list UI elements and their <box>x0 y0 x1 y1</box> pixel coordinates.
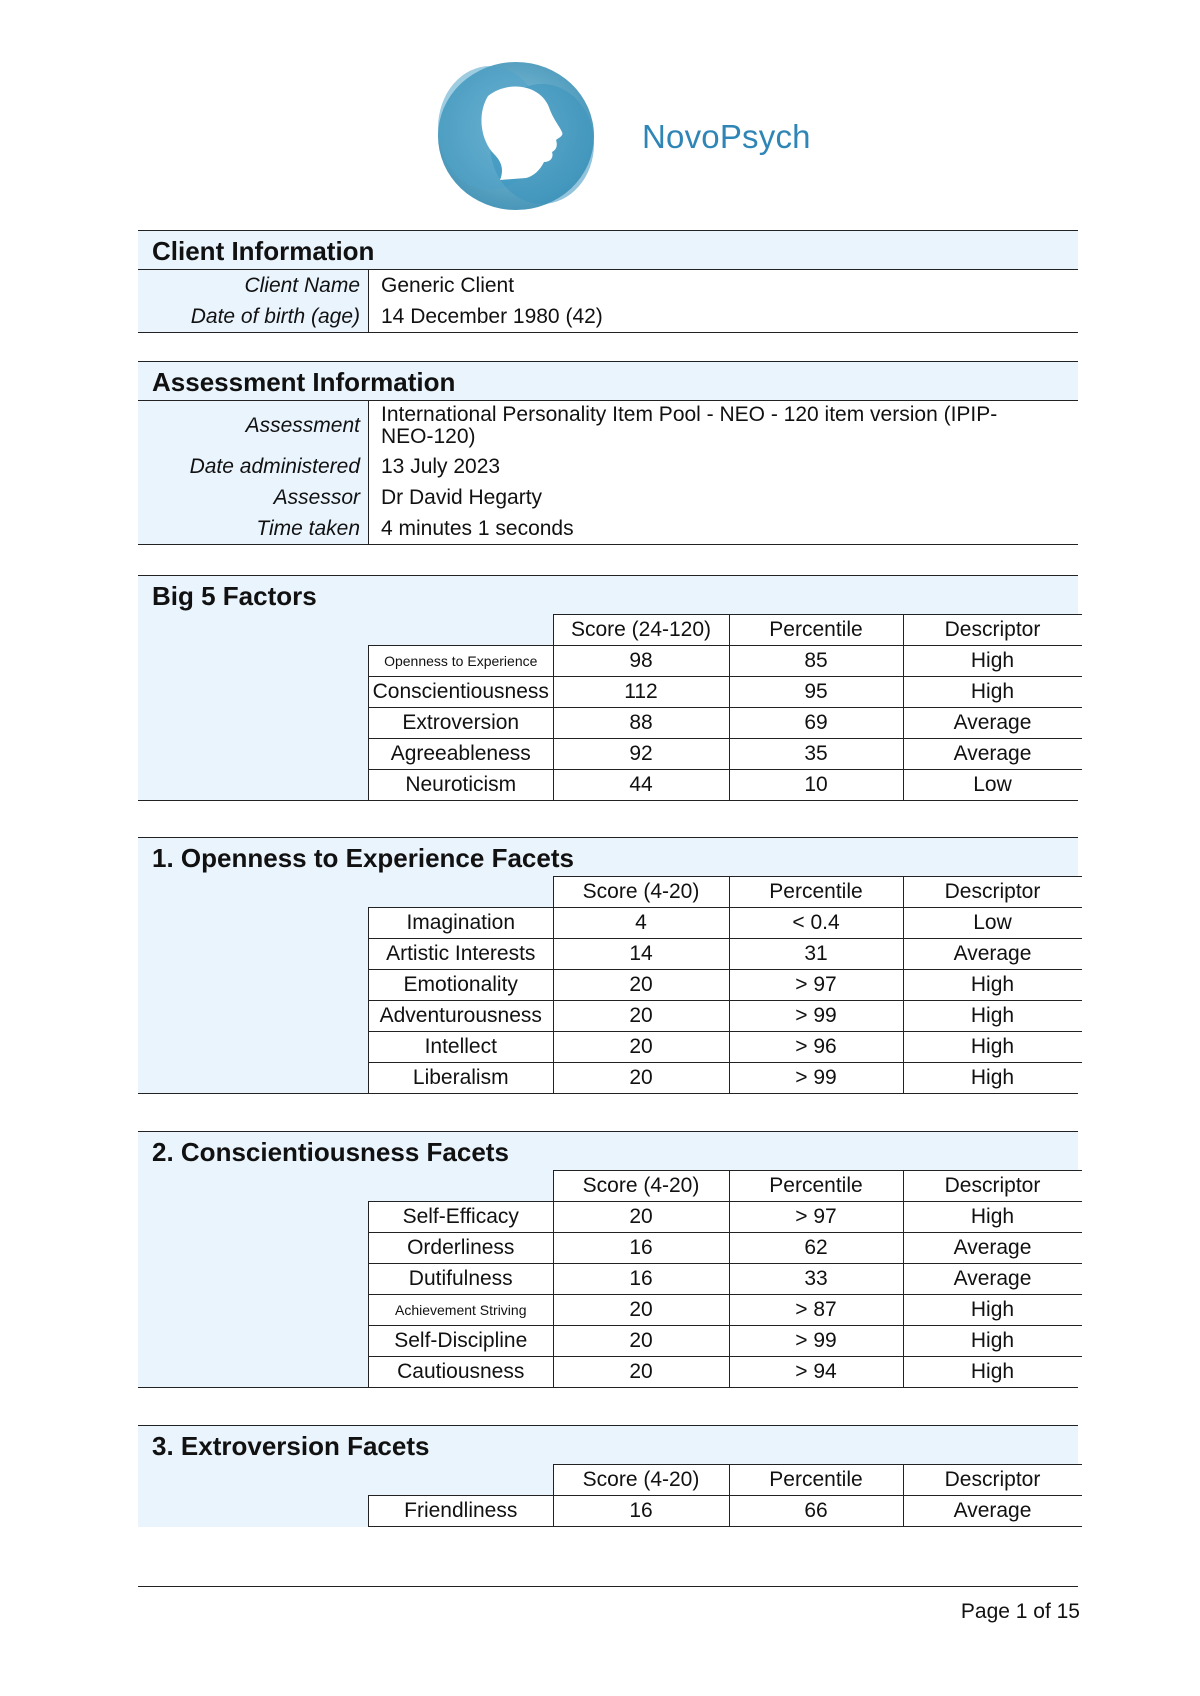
factor-name: Agreeableness <box>369 739 554 770</box>
factor-name: Extroversion <box>369 708 554 739</box>
facet-descriptor: Low <box>903 908 1082 939</box>
facet-descriptor: Average <box>903 1496 1082 1527</box>
assessor-value: Dr David Hegarty <box>368 482 1078 513</box>
facet-name: Adventurousness <box>369 1001 554 1032</box>
factor-name: Conscientiousness <box>369 677 554 708</box>
facet-name: Artistic Interests <box>369 939 554 970</box>
openness-section <box>138 837 1078 1094</box>
factor-descriptor: Low <box>903 770 1082 801</box>
factor-score: 88 <box>553 708 729 739</box>
facet-name: Dutifulness <box>369 1264 554 1295</box>
footer-divider <box>138 1586 1078 1587</box>
facet-score: 4 <box>553 908 729 939</box>
head-logo-icon <box>430 58 602 216</box>
table-row <box>369 708 1082 739</box>
assessor-label: Assessor <box>273 485 360 509</box>
factor-score: 98 <box>553 646 729 677</box>
table-row <box>369 739 1082 770</box>
percentile-header: Percentile <box>729 1465 903 1496</box>
facet-score: 16 <box>553 1233 729 1264</box>
facet-percentile: < 0.4 <box>729 908 903 939</box>
table-row <box>369 1357 1082 1388</box>
facet-score: 16 <box>553 1264 729 1295</box>
score-header: Score (4-20) <box>553 1171 729 1202</box>
factor-descriptor: High <box>903 677 1082 708</box>
facet-score: 14 <box>553 939 729 970</box>
table-row <box>369 1264 1082 1295</box>
info-row <box>138 482 1078 513</box>
facet-descriptor: Average <box>903 1233 1082 1264</box>
facet-name: Friendliness <box>369 1496 554 1527</box>
facet-name: Self-Efficacy <box>369 1202 554 1233</box>
info-row <box>138 451 1078 482</box>
factor-score: 92 <box>553 739 729 770</box>
facet-percentile: 31 <box>729 939 903 970</box>
facet-score: 20 <box>553 1063 729 1094</box>
facet-percentile: > 97 <box>729 1202 903 1233</box>
facet-score: 20 <box>553 1001 729 1032</box>
facet-descriptor: Average <box>903 939 1082 970</box>
table-row <box>369 1032 1082 1063</box>
info-row <box>138 513 1078 544</box>
table-header-row <box>369 615 1082 646</box>
blank-cell <box>369 877 554 908</box>
table-row <box>369 908 1082 939</box>
table-row <box>369 970 1082 1001</box>
facet-descriptor: High <box>903 1202 1082 1233</box>
info-row <box>138 401 1078 451</box>
table-header-row <box>369 1465 1082 1496</box>
facet-percentile: 33 <box>729 1264 903 1295</box>
assessment-label: Assessment <box>245 414 360 437</box>
factor-percentile: 35 <box>729 739 903 770</box>
blank-cell <box>369 615 554 646</box>
factor-name: Neuroticism <box>369 770 554 801</box>
date-administered-label: Date administered <box>189 454 360 478</box>
descriptor-header: Descriptor <box>903 1465 1082 1496</box>
extroversion-section <box>138 1425 1078 1527</box>
factor-score: 44 <box>553 770 729 801</box>
big5-section <box>138 575 1078 801</box>
facet-descriptor: High <box>903 1326 1082 1357</box>
conscientiousness-table <box>368 1170 1082 1387</box>
facet-score: 20 <box>553 1202 729 1233</box>
table-row <box>369 1295 1082 1326</box>
facet-percentile: > 99 <box>729 1001 903 1032</box>
brand-name: NovoPsych <box>642 118 811 155</box>
facet-percentile: 62 <box>729 1233 903 1264</box>
client-name-label: Client Name <box>244 273 360 297</box>
novopsych-logo <box>430 58 602 216</box>
factor-descriptor: Average <box>903 708 1082 739</box>
table-header-row <box>369 1171 1082 1202</box>
conscientiousness-title: 2. Conscientiousness Facets <box>152 1137 509 1167</box>
facet-name: Achievement Striving <box>369 1295 554 1326</box>
table-row <box>369 1233 1082 1264</box>
facet-score: 20 <box>553 1295 729 1326</box>
extroversion-title: 3. Extroversion Facets <box>152 1431 430 1461</box>
factor-percentile: 10 <box>729 770 903 801</box>
table-row <box>369 1202 1082 1233</box>
client-info-title: Client Information <box>138 231 1078 270</box>
score-header: Score (4-20) <box>553 877 729 908</box>
percentile-header: Percentile <box>729 615 903 646</box>
facet-descriptor: High <box>903 1001 1082 1032</box>
client-name-value: Generic Client <box>368 270 1078 301</box>
table-row <box>369 939 1082 970</box>
table-row <box>369 677 1082 708</box>
dob-label: Date of birth (age) <box>190 304 360 328</box>
factor-percentile: 95 <box>729 677 903 708</box>
facet-score: 20 <box>553 1032 729 1063</box>
table-row <box>369 1326 1082 1357</box>
descriptor-header: Descriptor <box>903 877 1082 908</box>
facet-descriptor: High <box>903 1357 1082 1388</box>
openness-table <box>368 876 1082 1093</box>
descriptor-header: Descriptor <box>903 1171 1082 1202</box>
time-taken-label: Time taken <box>256 516 360 540</box>
facet-score: 20 <box>553 970 729 1001</box>
facet-name: Liberalism <box>369 1063 554 1094</box>
facet-percentile: > 94 <box>729 1357 903 1388</box>
table-header-row <box>369 877 1082 908</box>
time-taken-value: 4 minutes 1 seconds <box>368 513 1078 544</box>
score-header: Score (4-20) <box>553 1465 729 1496</box>
facet-descriptor: Average <box>903 1264 1082 1295</box>
table-row <box>369 770 1082 801</box>
facet-percentile: > 97 <box>729 970 903 1001</box>
big5-title: Big 5 Factors <box>152 581 317 611</box>
page-number: Page 1 of 15 <box>960 1600 1080 1623</box>
table-row <box>369 646 1082 677</box>
facet-name: Intellect <box>369 1032 554 1063</box>
facet-score: 16 <box>553 1496 729 1527</box>
table-row <box>369 1063 1082 1094</box>
dob-value: 14 December 1980 (42) <box>368 301 1078 332</box>
table-row <box>369 1496 1082 1527</box>
percentile-header: Percentile <box>729 877 903 908</box>
facet-percentile: > 96 <box>729 1032 903 1063</box>
assessment-value: International Personality Item Pool - NEO - 120 item version (IPIP-NEO-120) <box>368 401 1078 451</box>
factor-name: Openness to Experience <box>369 646 554 677</box>
facet-descriptor: High <box>903 1063 1082 1094</box>
facet-name: Orderliness <box>369 1233 554 1264</box>
facet-percentile: > 99 <box>729 1063 903 1094</box>
extroversion-table <box>368 1464 1082 1527</box>
factor-percentile: 85 <box>729 646 903 677</box>
info-row <box>138 301 1078 332</box>
facet-percentile: > 87 <box>729 1295 903 1326</box>
blank-cell <box>369 1171 554 1202</box>
facet-descriptor: High <box>903 970 1082 1001</box>
factor-descriptor: Average <box>903 739 1082 770</box>
table-row <box>369 1001 1082 1032</box>
facet-score: 20 <box>553 1326 729 1357</box>
facet-descriptor: High <box>903 1032 1082 1063</box>
conscientiousness-section <box>138 1131 1078 1388</box>
facet-score: 20 <box>553 1357 729 1388</box>
assessment-info-title: Assessment Information <box>138 362 1078 401</box>
info-row <box>138 270 1078 301</box>
facet-percentile: 66 <box>729 1496 903 1527</box>
facet-name: Cautiousness <box>369 1357 554 1388</box>
facet-percentile: > 99 <box>729 1326 903 1357</box>
facet-name: Imagination <box>369 908 554 939</box>
score-header: Score (24-120) <box>553 615 729 646</box>
client-info-section <box>138 230 1078 333</box>
facet-name: Emotionality <box>369 970 554 1001</box>
factor-score: 112 <box>553 677 729 708</box>
blank-cell <box>369 1465 554 1496</box>
descriptor-header: Descriptor <box>903 615 1082 646</box>
assessment-info-section <box>138 361 1078 545</box>
factor-descriptor: High <box>903 646 1082 677</box>
big5-table <box>368 614 1082 800</box>
openness-title: 1. Openness to Experience Facets <box>152 843 574 873</box>
percentile-header: Percentile <box>729 1171 903 1202</box>
facet-descriptor: High <box>903 1295 1082 1326</box>
facet-name: Self-Discipline <box>369 1326 554 1357</box>
date-administered-value: 13 July 2023 <box>368 451 1078 482</box>
factor-percentile: 69 <box>729 708 903 739</box>
